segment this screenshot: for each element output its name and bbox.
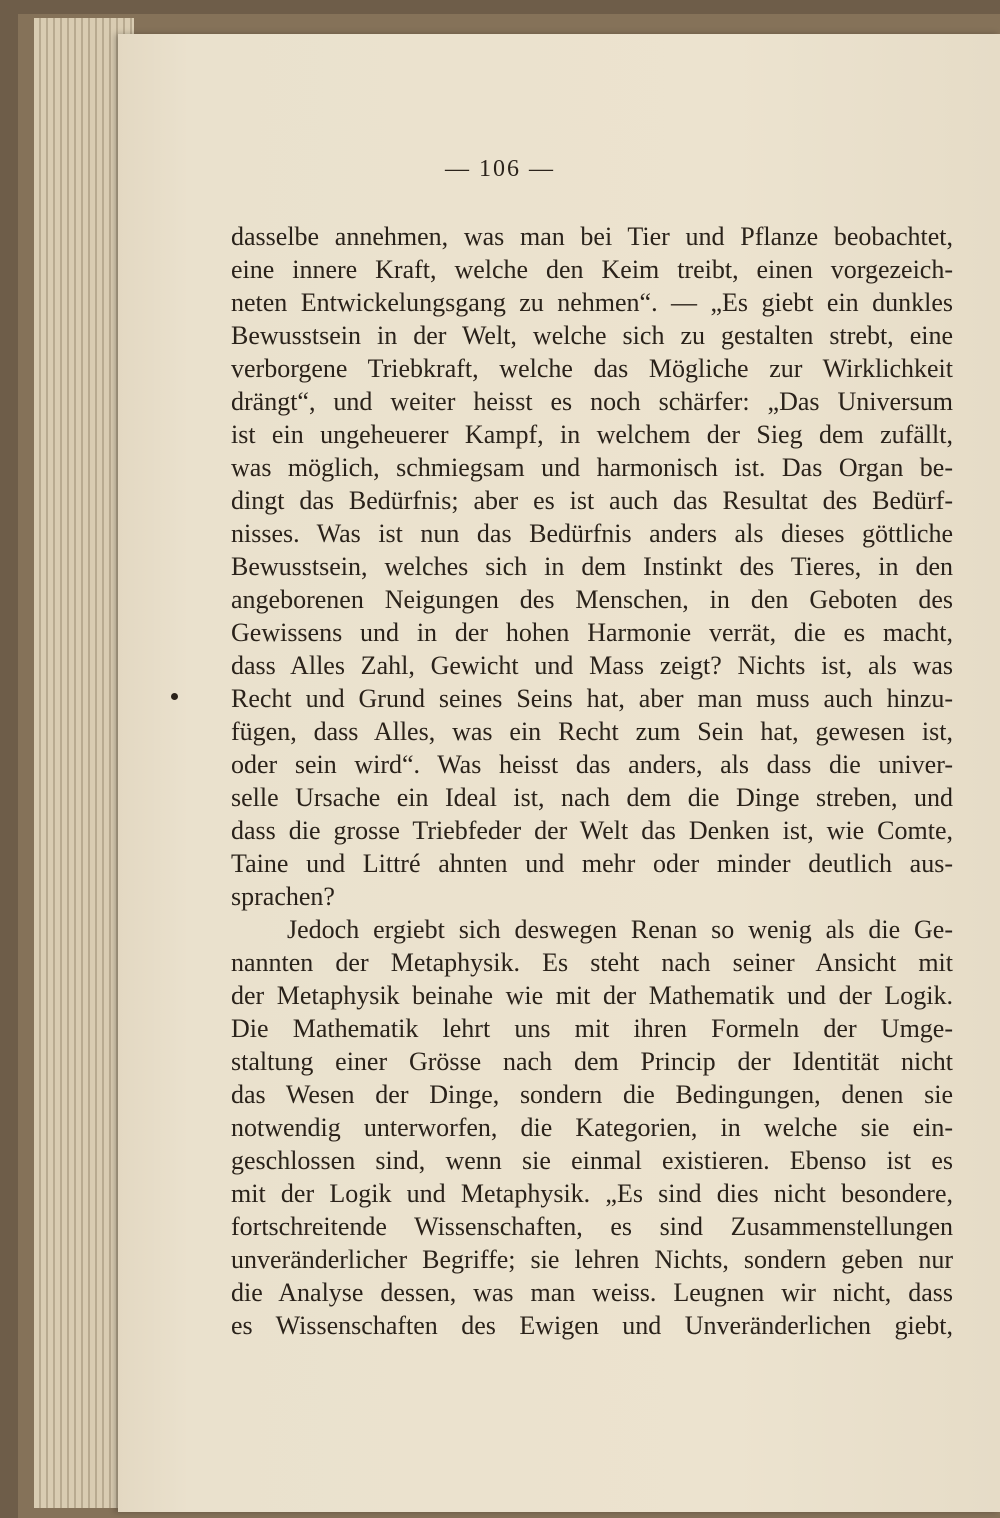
text-line: sprachen?: [231, 882, 335, 911]
text-line: dingt das Bedürfnis; aber es ist auch das Resultat des Bedürf-: [231, 486, 953, 515]
text-line: drängt“, und weiter heisst es noch schärfer: „Das Universum: [231, 387, 953, 416]
text-line: notwendig unterworfen, die Kategorien, in welche sie ein-: [231, 1113, 953, 1142]
text-line: Gewissens und in der hohen Harmonie verrät, die es macht,: [231, 618, 953, 647]
text-line: neten Entwickelungsgang zu nehmen“. — „Es giebt ein dunkles: [231, 288, 953, 317]
text-line: eine innere Kraft, welche den Keim treibt, einen vorgezeich-: [231, 255, 953, 284]
text-line: dass Alles Zahl, Gewicht und Mass zeigt? Nichts ist, als was: [231, 651, 953, 680]
text-line: was möglich, schmiegsam und harmonisch ist. Das Organ be-: [231, 453, 953, 482]
text-line: Recht und Grund seines Seins hat, aber man muss auch hinzu-: [231, 684, 953, 713]
text-line: dasselbe annehmen, was man bei Tier und Pflanze beobachtet,: [231, 222, 953, 251]
text-line: verborgene Triebkraft, welche das Mögliche zur Wirklichkeit: [231, 354, 953, 383]
margin-mark: [171, 693, 178, 700]
text-line: unveränderlicher Begriffe; sie lehren Nichts, sondern geben nur: [231, 1245, 953, 1274]
text-line: geschlossen sind, wenn sie einmal existieren. Ebenso ist es: [231, 1146, 953, 1175]
text-line: selle Ursache ein Ideal ist, nach dem die Dinge streben, und: [231, 783, 953, 812]
text-line: mit der Logik und Metaphysik. „Es sind dies nicht besondere,: [231, 1179, 953, 1208]
text-line: fortschreitende Wissenschaften, es sind Zusammenstellungen: [231, 1212, 953, 1241]
text-line: die Analyse dessen, was man weiss. Leugnen wir nicht, dass: [231, 1278, 953, 1307]
text-line: ist ein ungeheuerer Kampf, in welchem der Sieg dem zufällt,: [231, 420, 953, 449]
text-line: es Wissenschaften des Ewigen und Unveränderlichen giebt,: [231, 1311, 953, 1340]
text-line: oder sein wird“. Was heisst das anders, als dass die univer-: [231, 750, 953, 779]
text-line: Jedoch ergiebt sich deswegen Renan so wenig als die Ge-: [287, 915, 953, 944]
text-line: Die Mathematik lehrt uns mit ihren Formeln der Umge-: [231, 1014, 953, 1043]
text-line: das Wesen der Dinge, sondern die Bedingungen, denen sie: [231, 1080, 953, 1109]
text-line: Bewusstsein, welches sich in dem Instinkt des Tieres, in den: [231, 552, 953, 581]
text-line: staltung einer Grösse nach dem Princip der Identität nicht: [231, 1047, 953, 1076]
text-line: Taine und Littré ahnten und mehr oder minder deutlich aus-: [231, 849, 953, 878]
text-line: fügen, dass Alles, was ein Recht zum Sein hat, gewesen ist,: [231, 717, 953, 746]
text-line: dass die grosse Triebfeder der Welt das Denken ist, wie Comte,: [231, 816, 953, 845]
text-line: angeborenen Neigungen des Menschen, in den Geboten des: [231, 585, 953, 614]
text-line: nannten der Metaphysik. Es steht nach seiner Ansicht mit: [231, 948, 953, 977]
page-number: — 106 —: [445, 156, 555, 182]
text-line: nisses. Was ist nun das Bedürfnis anders als dieses göttliche: [231, 519, 953, 548]
text-line: der Metaphysik beinahe wie mit der Mathematik und der Logik.: [231, 981, 953, 1010]
text-line: Bewusstsein in der Welt, welche sich zu gestalten strebt, eine: [231, 321, 953, 350]
body-text: [231, 220, 953, 1342]
